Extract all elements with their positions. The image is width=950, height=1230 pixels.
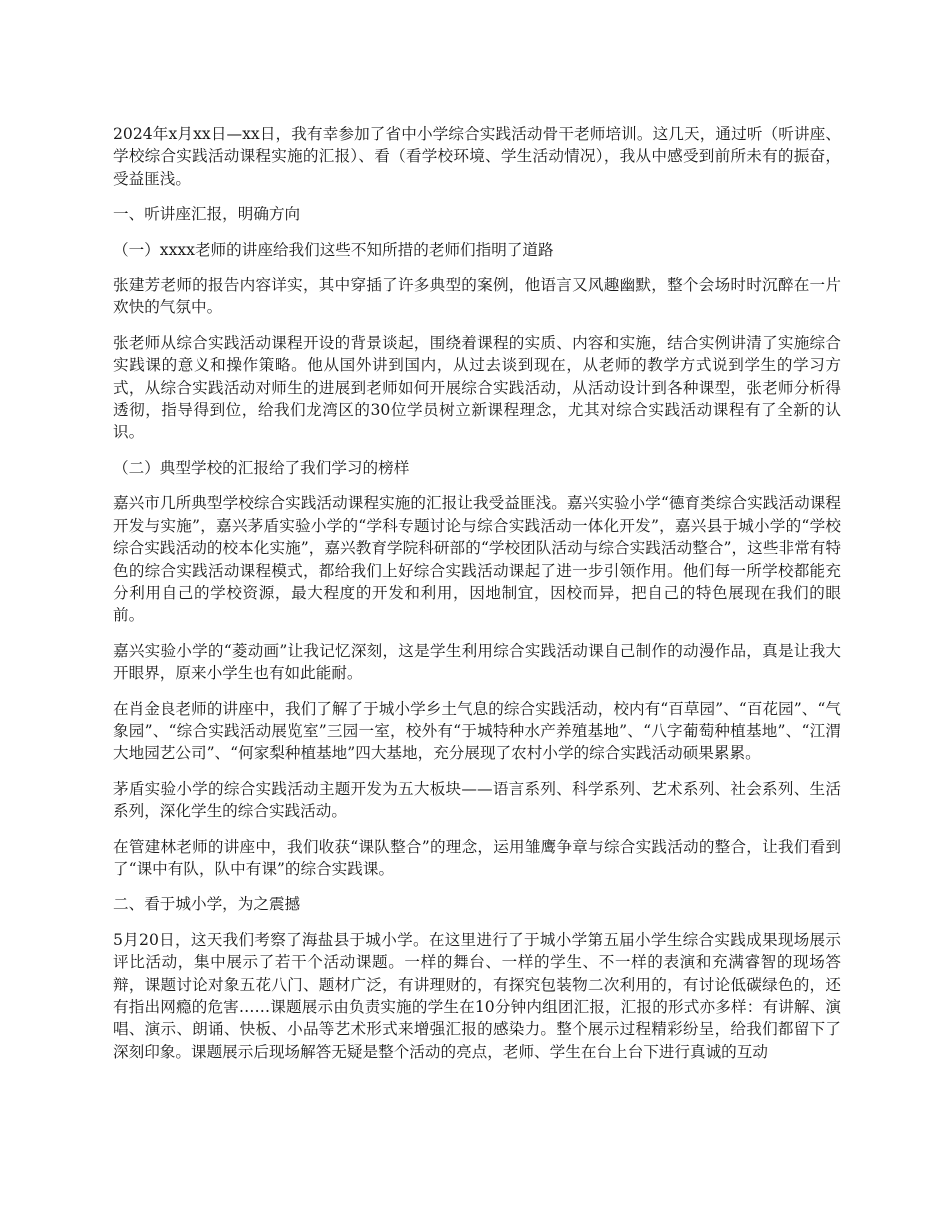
document-body <box>113 123 841 1076</box>
section-heading-2: 二、看于城小学，为之震撼 <box>113 895 301 914</box>
paragraph-xiao-lecture: 在肖金良老师的讲座中，我们了解了于城小学乡土气息的综合实践活动，校内有“百草园”、“百花园”、“气象园”、“综合实践活动展览室”三园一室，校外有“于城特种水产养殖基地”、“八字葡萄种植基地”、“江渭大地园艺公司”、“何家梨种植基地”四大基地，充分展现了农村小学的综合实践活动硕果累累。 <box>113 699 841 763</box>
intro-paragraph: 2024年x月xx日—xx日，我有幸参加了省中小学综合实践活动骨干老师培训。这几天，通过听（听讲座、学校综合实践活动课程实施的汇报）、看（看学校环境、学生活动情况），我从中感受到前所未有的振奋，受益匪浅。 <box>113 125 841 188</box>
paragraph-jiaxing-schools: 嘉兴市几所典型学校综合实践活动课程实施的汇报让我受益匪浅。嘉兴实验小学“德育类综合实践活动课程开发与实施”，嘉兴茅盾实验小学的“学科专题讨论与综合实践活动一体化开发”，嘉兴县于城小学的“学校综合实践活动的校本化实施”，嘉兴教育学院科研部的“学校团队活动与综合实践活动整合”，这些非常有特色的综合实践活动课程模式，都给我们上好综合实践活动课起了进一步引领作用。他们每一所学校都能充分利用自己的学校资源，最大程度的开发和利用，因地制宜，因校而异，把自己的特色展现在我们的眼前。 <box>113 494 841 625</box>
paragraph-maodun-school: 茅盾实验小学的综合实践活动主题开发为五大板块——语言系列、科学系列、艺术系列、社会系列、生活系列，深化学生的综合实践活动。 <box>113 779 841 821</box>
paragraph-guan-lecture: 在管建林老师的讲座中，我们收获“课队整合”的理念，运用雏鹰争章与综合实践活动的整合，让我们看到了“课中有队，队中有课”的综合实践课。 <box>113 837 841 878</box>
paragraph-animation: 嘉兴实验小学的“菱动画”让我记忆深刻，这是学生利用综合实践活动课自己制作的动漫作品，真是让我大开眼界，原来小学生也有如此能耐。 <box>113 641 841 683</box>
paragraph-zhang-report: 张建芳老师的报告内容详实，其中穿插了许多典型的案例，他语言又风趣幽默，整个会场时时沉醉在一片欢快的气氛中。 <box>113 276 841 317</box>
paragraph-yucheng-visit: 5月20日，这天我们考察了海盐县于城小学。在这里进行了于城小学第五届小学生综合实践成果现场展示评比活动，集中展示了若干个活动课题。一样的舞台、一样的学生、不一样的表演和充满睿智的现场答辩，课题讨论对象五花八门、题材广泛，有讲理财的，有探究包装物二次利用的，有讨论低碳绿色的，还有指出网瘾的危害……课题展示由负责实施的学生在10分钟内组团汇报，汇报的形式亦多样：有讲解、演唱、演示、朗诵、快板、小品等艺术形式来增强汇报的感染力。整个展示过程精彩纷呈，给我们都留下了深刻印象。课题展示后现场解答无疑是整个活动的亮点，老师、学生在台上台下进行真诚的互动 <box>113 930 841 1061</box>
subsection-heading-2: （二）典型学校的汇报给了我们学习的榜样 <box>113 458 410 477</box>
subsection-heading-1: （一）xxxx老师的讲座给我们这些不知所措的老师们指明了道路 <box>113 240 554 259</box>
section-heading-1: 一、听讲座汇报，明确方向 <box>113 205 301 224</box>
paragraph-zhang-lecture: 张老师从综合实践活动课程开设的背景谈起，围绕着课程的实质、内容和实施，结合实例讲清了实施综合实践课的意义和操作策略。他从国外讲到国内，从过去谈到现在，从老师的教学方式说到学生的学习方式，从综合实践活动对师生的进展到老师如何开展综合实践活动，从活动设计到各种课型，张老师分析得透彻，指导得到位，给我们龙湾区的30位学员树立新课程理念，尤其对综合实践活动课程有了全新的认识。 <box>113 333 841 442</box>
